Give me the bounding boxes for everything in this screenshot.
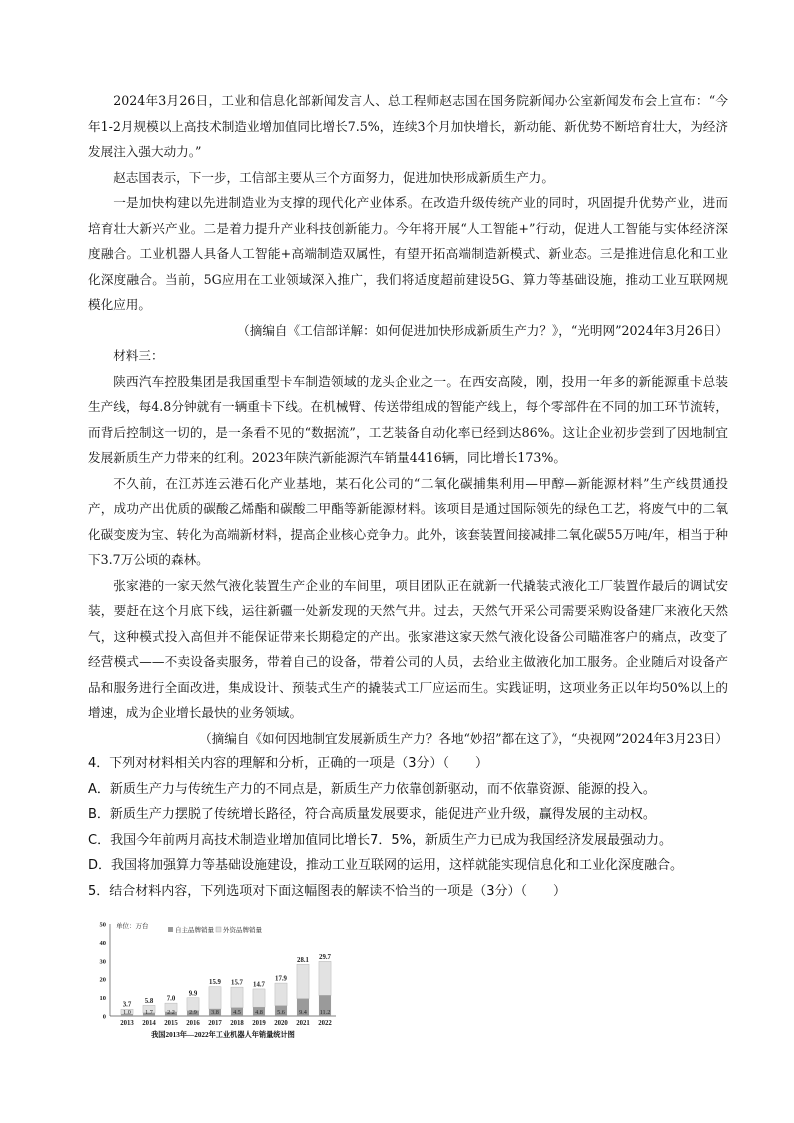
bar-foreign-brand: [275, 983, 287, 1006]
bar-total-label: 28.1: [297, 956, 309, 964]
bar-foreign-brand: [253, 989, 265, 1007]
bar-total-label: 9.9: [188, 990, 198, 998]
material3-paragraph-3: 张家港的一家天然气液化装置生产企业的车间里，项目团队正在就新一代撬装式液化工厂装置作最后的调试安装，要赶在这个月底下线，运往新疆一处新发现的天然气井。过去，天然气开采公司需要采购设备建厂来液化天然气，这种模式投入高但并不能保证带来长期稳定的产出。张家港这家天然气液化设备公司瞄准客户的痛点，改变了经营模式——不卖设备卖服务，带着自己的设备，带着公司的人员，去给业主做液化加工服务。企业随后对设备产品和服务进行全面改进，集成设计、预装式生产的撬装式工厂应运而生。实践证明，这项业务正以年均50%以上的增速，成为企业增长最快的业务领域。: [88, 577, 728, 720]
question5-stem: 5．结合材料内容，下列选项对下面这幅图表的解读不恰当的一项是（3分）（ ）: [88, 883, 567, 899]
x-tick-label: 2022: [318, 1020, 332, 1027]
x-tick-label: 2020: [274, 1020, 288, 1027]
bar-total-label: 29.7: [319, 953, 331, 961]
x-tick-label: 2019: [252, 1020, 266, 1027]
y-tick-label: 30: [99, 958, 106, 966]
x-tick-label: 2014: [142, 1020, 156, 1027]
chart-svg: [88, 914, 348, 1042]
y-tick-label: 50: [99, 921, 106, 929]
bar-foreign-brand: [319, 961, 331, 995]
bar-inner-label: 1.0: [123, 1009, 131, 1016]
legend-label-domestic: 自主品牌销量: [175, 927, 214, 934]
bar-foreign-brand: [209, 987, 221, 1009]
bar-inner-label: 11.2: [319, 1009, 331, 1016]
material3-source: （摘编自《如何因地制宜发展新质生产力？各地“妙招”都在这了》，“央视网”2024年3月23日）: [199, 730, 728, 746]
x-tick-label: 2013: [120, 1020, 134, 1027]
bar-total-label: 15.9: [209, 979, 221, 987]
material3-paragraph-2: 不久前，在江苏连云港石化产业基地，某石化公司的“二氧化碳捕集利用—甲醇—新能源材料”生产线贯通投产，成功产出优质的碳酸乙烯酯和碳酸二甲酯等新能源材料。该项目是通过国际领先的绿色工艺，将废气中的二氧化碳变废为宝、转化为高端新材料，提高企业核心竞争力。此外，该套装置间接减排二氧化碳55万吨/年，相当于种下3.7万公顷的森林。: [88, 475, 728, 567]
bar-total-label: 7.0: [166, 995, 176, 1003]
material2-paragraph-3: 一是加快构建以先进制造业为支撑的现代化产业体系。在改造升级传统产业的同时，巩固提升优势产业，进而培育壮大新兴产业。二是着力提升产业科技创新能力。今年将开展“人工智能+”行动，促进人工智能与实体经济深度融合。工业机器人具备人工智能+高端制造双属性，有望开拓高端制造新模式、新业态。三是推进信息化和工业化深度融合。当前，5G应用在工业领域深入推广，我们将适度超前建设5G、算力等基础设施，推动工业互联网规模化应用。: [88, 195, 728, 312]
bar-inner-label: 4.5: [233, 1009, 241, 1016]
bar-foreign-brand: [231, 987, 243, 1008]
material2-paragraph-2: 赵志国表示，下一步，工信部主要从三个方面努力，促进加快形成新质生产力。: [113, 169, 554, 185]
material3-paragraph-1: 陕西汽车控股集团是我国重型卡车制造领域的龙头企业之一。在西安高陵，刚，投用一年多的新能源重卡总装生产线，每4.8分钟就有一辆重卡下线。在机械臂、传送带组成的智能产线上，每个零部件在不同的加工环节流转，而背后控制这一切的，是一条看不见的“数据流”，工艺装备自动化率已经到达86%。这让企业初步尝到了因地制宜发展新质生产力带来的红利。2023年陕汽新能源汽车销量4416辆，同比增长173%。: [88, 373, 728, 465]
document-page: [88, 88, 728, 1042]
x-tick-label: 2017: [208, 1020, 222, 1027]
question4-stem: 4．下列对材料相关内容的理解和分析，正确的一项是（3分）（ ）: [88, 756, 489, 771]
chart-title: 我国2013年—2022年工业机器人年销量统计图: [151, 1031, 295, 1039]
bar-inner-label: 2.9: [189, 1009, 197, 1016]
bar-inner-label: 9.4: [299, 1009, 307, 1016]
bar-foreign-brand: [297, 964, 309, 998]
x-tick-label: 2015: [164, 1020, 178, 1027]
question4-option-c: C．我国今年前两月高技术制造业增加值同比增长7．5%，新质生产力已成为我国经济发展最强动力。: [88, 832, 672, 848]
bar-inner-label: 5.6: [277, 1009, 285, 1016]
question4-option-b: B．新质生产力摆脱了传统增长路径，符合高质量发展要求，能促进产业升级，赢得发展的主动权。: [88, 807, 656, 822]
bar-inner-label: 4.8: [255, 1009, 263, 1016]
bar-total-label: 5.8: [144, 997, 154, 1005]
x-tick-label: 2021: [296, 1020, 310, 1027]
bar-total-label: 17.9: [275, 975, 287, 983]
y-tick-label: 10: [99, 995, 106, 1003]
y-tick-label: 0: [102, 1013, 106, 1021]
x-tick-label: 2018: [230, 1020, 244, 1027]
question4-option-a: A．新质生产力与传统生产力的不同点是，新质生产力依靠创新驱动，而不依靠资源、能源的投入。: [88, 781, 656, 797]
bar-inner-label: 2.2: [167, 1009, 175, 1016]
legend-label-foreign: 外资品牌销量: [223, 927, 262, 934]
material3-heading: 材料三：: [113, 348, 164, 363]
bar-inner-label: 3.8: [211, 1009, 219, 1016]
bar-inner-label: 1.7: [145, 1009, 153, 1016]
material2-source: （摘编自《工信部详解：如何促进加快形成新质生产力？》，“光明网”2024年3月26日）: [237, 322, 728, 338]
y-tick-label: 40: [99, 939, 106, 947]
robot-sales-chart: [88, 914, 348, 1042]
unit-label: 单位：万台: [116, 923, 149, 930]
bar-total-label: 3.7: [122, 1001, 132, 1009]
material2-paragraph-1: 2024年3月26日，工业和信息化部新闻发言人、总工程师赵志国在国务院新闻办公室新闻发布会上宣布：“今年1-2月规模以上高技术制造业增加值同比增长7.5%，连续3个月加快增长，新动能、新优势不断培育壮大，为经济发展注入强大动力。”: [88, 93, 728, 159]
legend-swatch-domestic: [168, 927, 173, 932]
bar-total-label: 15.7: [231, 979, 243, 987]
question4-option-d: D．我国将加强算力等基础设施建设，推动工业互联网的运用，这样就能实现信息化和工业化深度融合。: [88, 858, 684, 873]
y-tick-label: 20: [99, 976, 106, 984]
bar-total-label: 14.7: [253, 981, 265, 989]
x-tick-label: 2016: [186, 1020, 200, 1027]
legend-swatch-foreign: [216, 927, 221, 932]
